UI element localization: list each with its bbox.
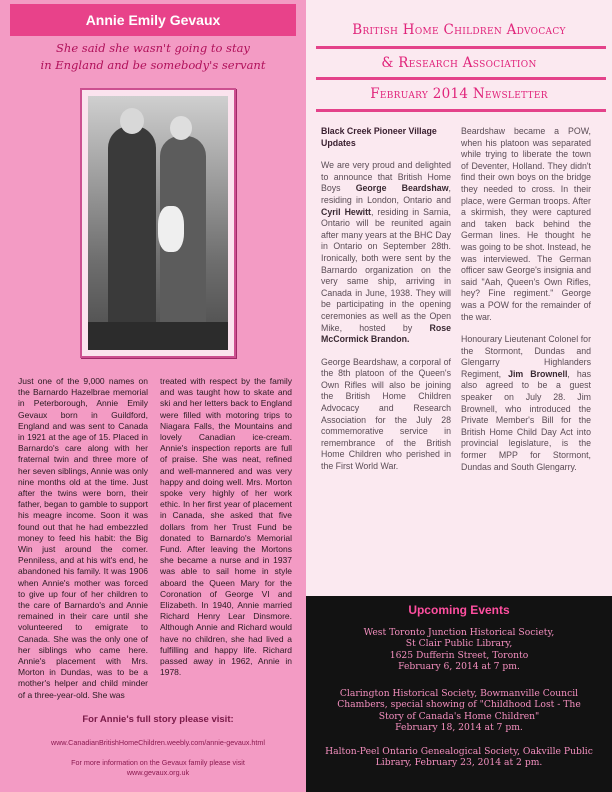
title-rule xyxy=(316,77,606,80)
feature-column-1: Just one of the 9,000 names on the Barnardo Hazelbrae memorial in Peterborough, Annie Emily Gevaux born in Guildford, England and was sent to Canada in 1921 at the age of 15. Placed in Barnardo's care along with her fraternal twin and three more of her seven siblings, Annie was only nine months old at the time. Just after the twins were born, their father, began to gamble to support his meagre income. Soon it was found out that he had embezzled money to feed his habit: the Big Win just around the corner. Penniless, and at his wit's end, he abandoned his family. It was 1906 when Annie's mother was forced to give up four of her children to the care of Barnardo's and Annie remained in their care until she volunteered to emigrate to Canada. She was the only one of her siblings who came here. Annie's placement with Mrs. Morton in Dundas, was to be a mother's helper and child minder of a three-year-old. She was xyxy=(18,376,148,700)
photo-frame xyxy=(80,88,236,358)
article-paragraph-3: Beardshaw became a POW, when his platoon was separated while trying to liberate the town of Deventer, Holland. They didn't find their own boys on the bridge they needed to cross. In their place, were German troops. After a skirmish, they were captured and taken back behind the German lines. He thought he was going to be shot. Instead, he was interviewed. The German officer saw George's insignia and said "Aah, Queen's Own Rifles, hey? Fine regiment." George was a POW for the remainder of the war. xyxy=(461,126,591,322)
event-item: Clarington Historical Society, Bowmanville Council Chambers, special showing of "Childhood Lost - The Story of Canada's Home Children" February 18, 2014 at 7 pm. xyxy=(337,688,581,733)
title-rule xyxy=(316,46,606,49)
more-info-text: For more information on the Gevaux family please visit xyxy=(71,758,245,767)
quote-line-2: in England and be somebody's servant xyxy=(40,58,266,72)
event-item: Halton-Peel Ontario Genealogical Society, Oakville Public Library, February 23, 2014 at 2 pm. xyxy=(325,746,593,769)
more-info-link[interactable]: www.gevaux.org.uk xyxy=(126,768,190,777)
article-paragraph-4: Honourary Lieutenant Colonel for the Stormont, Dundas and Glengarry Highlanders Regiment, Jim Brownell, has also agreed to be a guest speaker on July 28. Jim Brownell, who introduced the Private Member's Bill for the British Home Child Day Act into provincial legislature, is the former MPP for Stormont, Dundas and South Glengarry. xyxy=(461,334,592,472)
newsletter-title-line-3: February 2014 Newsletter xyxy=(370,86,548,102)
feature-title: Annie Emily Gevaux xyxy=(85,12,221,28)
left-title-bar xyxy=(10,4,296,36)
newsletter-title-line-1: British Home Children Advocacy xyxy=(352,22,566,38)
quote-line-1: She said she wasn't going to stay xyxy=(56,41,250,55)
full-story-link[interactable]: www.CanadianBritishHomeChildren.weebly.com/annie-gevaux.html xyxy=(51,738,265,747)
feature-column-2: treated with respect by the family and was taught how to skate and ski and her letters back to England were filled with motoring trips to Niagara Falls, the Mountains and lovely Canadian ice-cream. Annie's inspection reports are full of praise. She was neat, refined and well-mannered and was very happy and doing well. Mrs. Morton spoke very highly of her work ethic. In her first year of placement in Canada, she asked that five dollars from her Trust Fund be donated to Barnardo's Memorial Fund. After leaving the Mortons she became a nurse and in 1937 was able to sail home in style aboard the Queen Mary for the Coronation of George VI and Elizabeth. In 1940, Annie married Richard Henry Lear Dinsmore. Although Annie and Richard would have no children, she had lived a fulfilling and happy life. Richard passed away in 1962, Annie in 1978. xyxy=(160,376,292,678)
newsletter-title-line-2: & Research Association xyxy=(381,55,537,71)
event-item: West Toronto Junction Historical Society, St Clair Public Library, 1625 Dufferin Street, Toronto February 6, 2014 at 7 pm. xyxy=(363,627,555,672)
full-story-label: For Annie's full story please visit: xyxy=(82,714,234,725)
article-column-2 xyxy=(461,126,591,473)
article-paragraph-1: We are very proud and delighted to announce that British Home Boys George Beardshaw, residing in London, Ontario and Cyril Hewitt, residing in Sarnia, Ontario will be reunited again after many years at the BHC Day in Ontario on September 28th. Ironically, both were sent by the Barnardo organization on the very same ship, arriving in Canada in June, 1938. They will be participating in the opening ceremonies as well as the Open Mike, hosted by Rose McCormick Brandon. xyxy=(321,160,451,345)
wedding-photo xyxy=(88,96,228,350)
feature-quote xyxy=(18,40,288,74)
title-rule xyxy=(316,109,606,112)
article-paragraph-2: George Beardshaw, a corporal of the 8th platoon of the Queen's Own Rifles will also be joining the British Home Children Advocacy and Research Association for the July 28 commemorative service in remembrance of the British Home Children who perished in the First World War. xyxy=(321,356,451,472)
article-column-1 xyxy=(321,126,451,473)
events-title: Upcoming Events xyxy=(408,603,510,617)
article-heading: Black Creek Pioneer Village Updates xyxy=(321,126,437,148)
